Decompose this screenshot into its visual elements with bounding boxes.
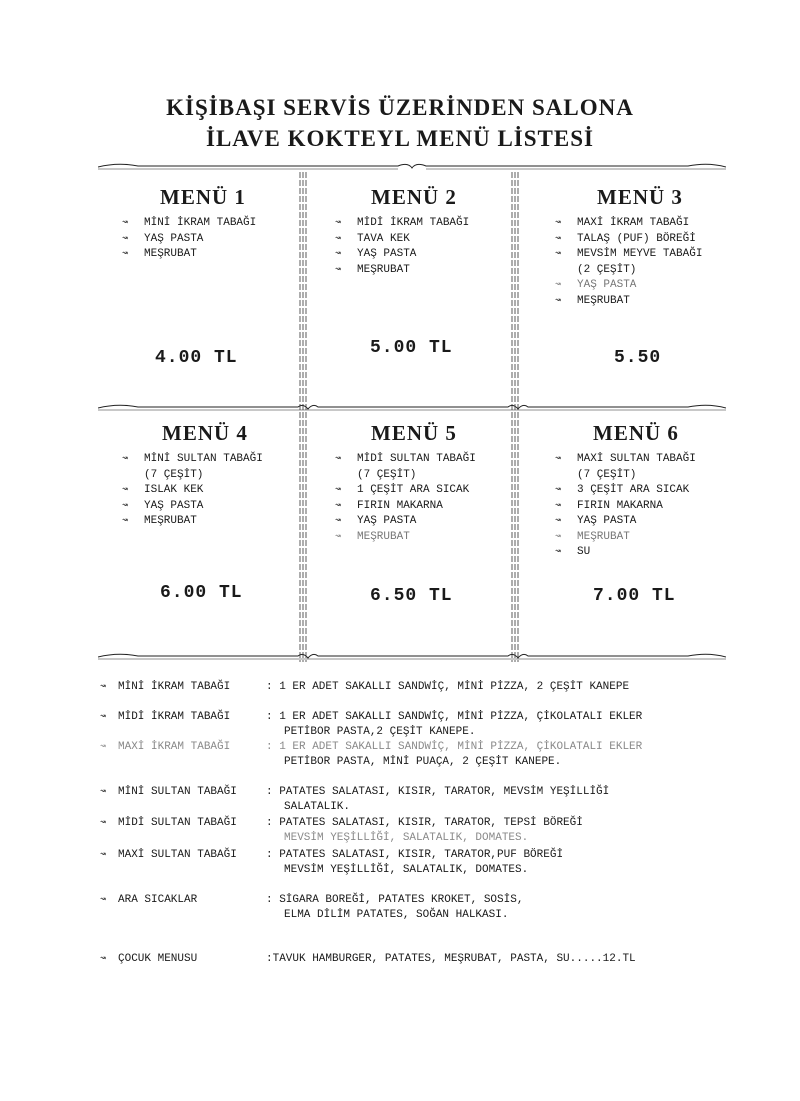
- bullet-icon: ↝: [335, 531, 342, 543]
- definition-name: MİNİ SULTAN TABAĞI: [118, 786, 237, 798]
- definition-text: : PATATES SALATASI, KISIR, TARATOR,PUF BÖREĞİ: [266, 849, 564, 861]
- menu-price-1: 4.00 TL: [155, 348, 238, 368]
- bullet-icon: ↝: [100, 787, 107, 798]
- definition-text: MEVSİM YEŞİLLİĞİ, SALATALIK, DOMATES.: [284, 864, 529, 876]
- bullet-icon: ↝: [335, 500, 342, 512]
- bullet-icon: ↝: [335, 218, 342, 229]
- definition-mini-ikram: [100, 680, 629, 695]
- bullet-icon: ↝: [335, 249, 342, 260]
- menu-item: YAŞ PASTA: [357, 248, 417, 260]
- menu-title: MENÜ 6: [593, 421, 679, 445]
- menu-item: MEŞRUBAT: [357, 530, 410, 543]
- definition-name: ÇOCUK MENUSU: [118, 953, 198, 965]
- bullet-icon: ↝: [555, 516, 562, 527]
- bullet-icon: ↝: [555, 454, 562, 465]
- menu-item: MİNİ SULTAN TABAĞI: [144, 453, 263, 465]
- definition-name: MAXİ İKRAM TABAĞI: [118, 741, 231, 753]
- menu-item: MİDİ SULTAN TABAĞI: [357, 453, 476, 465]
- menu-item: YAŞ PASTA: [144, 232, 204, 245]
- definition-name: MİDİ SULTAN TABAĞI: [118, 817, 237, 829]
- menu-item: MİDİ İKRAM TABAĞI: [357, 217, 470, 229]
- bullet-icon: ↝: [122, 454, 129, 465]
- definition-text: : 1 ER ADET SAKALLI SANDWİÇ, MİNİ PİZZA, ÇİKOLATALI EKLER: [266, 741, 643, 753]
- menu-item: MEŞRUBAT: [144, 248, 197, 260]
- menu-item: MEŞRUBAT: [144, 515, 197, 527]
- definition-text: : PATATES SALATASI, KISIR, TARATOR, TEPSİ BÖREĞİ: [266, 817, 583, 829]
- definition-text: PETİBOR PASTA, MİNİ PUAÇA, 2 ÇEŞİT KANEPE.: [284, 756, 562, 768]
- bullet-icon: ↝: [555, 233, 562, 245]
- menu-item: YAŞ PASTA: [577, 279, 637, 291]
- bottom-border-divider: [98, 652, 726, 662]
- menu-price-3: 5.50: [614, 348, 662, 368]
- page-title-line-2: İLAVE KOKTEYL MENÜ LİSTESİ: [206, 126, 594, 151]
- menu-item-continuation: (7 ÇEŞİT): [577, 468, 637, 481]
- bullet-icon: ↝: [335, 233, 342, 245]
- menu-card-4: [122, 421, 332, 530]
- bullet-icon: ↝: [555, 500, 562, 512]
- menu-item: TAVA KEK: [357, 232, 410, 245]
- definition-midi-sultan: [100, 816, 583, 846]
- definition-name: MİDİ İKRAM TABAĞI: [118, 711, 231, 723]
- definition-text: PETİBOR PASTA,2 ÇEŞİT KANEPE.: [284, 726, 476, 738]
- menu-item: FIRIN MAKARNA: [577, 499, 663, 512]
- definition-text: : SİGARA BOREĞİ, PATATES KROKET, SOSİS,: [266, 894, 524, 906]
- bullet-icon: ↝: [555, 280, 562, 291]
- menu-title: MENÜ 4: [162, 421, 248, 445]
- menu-item: MEVSİM MEYVE TABAĞI: [577, 248, 703, 260]
- definition-text: :TAVUK HAMBURGER, PATATES, MEŞRUBAT, PASTA, SU.....12.TL: [266, 953, 636, 965]
- definition-ara-sicaklar: [100, 893, 523, 923]
- definition-maxi-ikram: [100, 740, 642, 770]
- menu-card-2: [335, 185, 545, 278]
- bullet-icon: ↝: [100, 895, 107, 906]
- bullet-icon: ↝: [122, 218, 129, 229]
- bullet-icon: ↝: [335, 516, 342, 527]
- bullet-icon: ↝: [335, 454, 342, 465]
- definition-name: ARA SICAKLAR: [118, 894, 198, 906]
- middle-border-divider: [98, 403, 726, 413]
- menu-item: MEŞRUBAT: [577, 530, 630, 543]
- bullet-icon: ↝: [100, 818, 107, 829]
- definition-mini-sultan: [100, 785, 609, 815]
- definition-text: : PATATES SALATASI, KISIR, TARATOR, MEVSİM YEŞİLLİĞİ: [266, 786, 610, 798]
- definition-text: MEVSİM YEŞİLLİĞİ, SALATALIK, DOMATES.: [284, 832, 529, 844]
- definition-text: : 1 ER ADET SAKALLI SANDWİÇ, MİNİ PİZZA, 2 ÇEŞİT KANEPE: [266, 681, 630, 693]
- bullet-icon: ↝: [100, 850, 107, 861]
- bullet-icon: ↝: [100, 954, 107, 965]
- bullet-icon: ↝: [100, 712, 107, 723]
- bullet-icon: ↝: [555, 249, 562, 260]
- menu-item: YAŞ PASTA: [577, 515, 637, 527]
- menu-title: MENÜ 2: [371, 185, 457, 209]
- bullet-icon: ↝: [122, 516, 129, 527]
- bullet-icon: ↝: [555, 547, 562, 558]
- menu-item-continuation: (7 ÇEŞİT): [357, 468, 417, 481]
- menu-item: MAXİ SULTAN TABAĞI: [577, 453, 696, 465]
- menu-item-continuation: (2 ÇEŞİT): [577, 263, 637, 276]
- top-border-divider: [98, 162, 726, 172]
- bullet-icon: ↝: [555, 531, 562, 543]
- bullet-icon: ↝: [122, 485, 129, 496]
- menu-item-continuation: (7 ÇEŞİT): [144, 468, 204, 481]
- menu-item: ISLAK KEK: [144, 484, 204, 496]
- definition-midi-ikram: [100, 710, 642, 740]
- bullet-icon: ↝: [100, 682, 107, 693]
- menu-card-6: [555, 421, 765, 561]
- menu-item: MEŞRUBAT: [577, 294, 630, 307]
- bullet-icon: ↝: [555, 218, 562, 229]
- menu-item: 3 ÇEŞİT ARA SICAK: [577, 484, 690, 496]
- definition-text: : 1 ER ADET SAKALLI SANDWİÇ, MİNİ PİZZA, ÇİKOLATALI EKLER: [266, 711, 643, 723]
- menu-item: MİNİ İKRAM TABAĞI: [144, 217, 257, 229]
- menu-item: MAXİ İKRAM TABAĞI: [577, 217, 690, 229]
- bullet-icon: ↝: [555, 295, 562, 307]
- menu-card-5: [335, 421, 545, 545]
- menu-price-5: 6.50 TL: [370, 586, 453, 606]
- bullet-icon: ↝: [335, 264, 342, 276]
- bullet-icon: ↝: [555, 485, 562, 496]
- bullet-icon: ↝: [100, 742, 107, 753]
- menu-item: MEŞRUBAT: [357, 263, 410, 276]
- definition-maxi-sultan: [100, 848, 563, 878]
- bullet-icon: ↝: [335, 485, 342, 496]
- menu-item: FIRIN MAKARNA: [357, 499, 443, 512]
- definition-cocuk-menusu: [100, 952, 636, 967]
- definition-text: SALATALIK.: [284, 801, 351, 813]
- menu-card-1: [122, 185, 332, 263]
- definition-name: MAXİ SULTAN TABAĞI: [118, 849, 237, 861]
- menu-item: SU: [577, 546, 591, 558]
- menu-price-2: 5.00 TL: [370, 338, 453, 358]
- definition-text: ELMA DİLİM PATATES, SOĞAN HALKASI.: [284, 909, 509, 921]
- bullet-icon: ↝: [122, 233, 129, 245]
- menu-item: YAŞ PASTA: [357, 515, 417, 527]
- menu-item: TALAŞ (PUF) BÖREĞİ: [577, 232, 696, 245]
- bullet-icon: ↝: [122, 249, 129, 260]
- menu-title: MENÜ 5: [371, 421, 457, 445]
- bullet-icon: ↝: [122, 500, 129, 512]
- menu-item: YAŞ PASTA: [144, 499, 204, 512]
- definition-name: MİNİ İKRAM TABAĞI: [118, 681, 231, 693]
- menu-price-4: 6.00 TL: [160, 583, 243, 603]
- menu-item: 1 ÇEŞİT ARA SICAK: [357, 484, 470, 496]
- menu-title: MENÜ 1: [160, 185, 246, 209]
- menu-card-3: [555, 185, 765, 309]
- page-title-line-1: KİŞİBAŞI SERVİS ÜZERİNDEN SALONA: [166, 95, 634, 120]
- menu-price-6: 7.00 TL: [593, 586, 676, 606]
- menu-title: MENÜ 3: [597, 185, 683, 209]
